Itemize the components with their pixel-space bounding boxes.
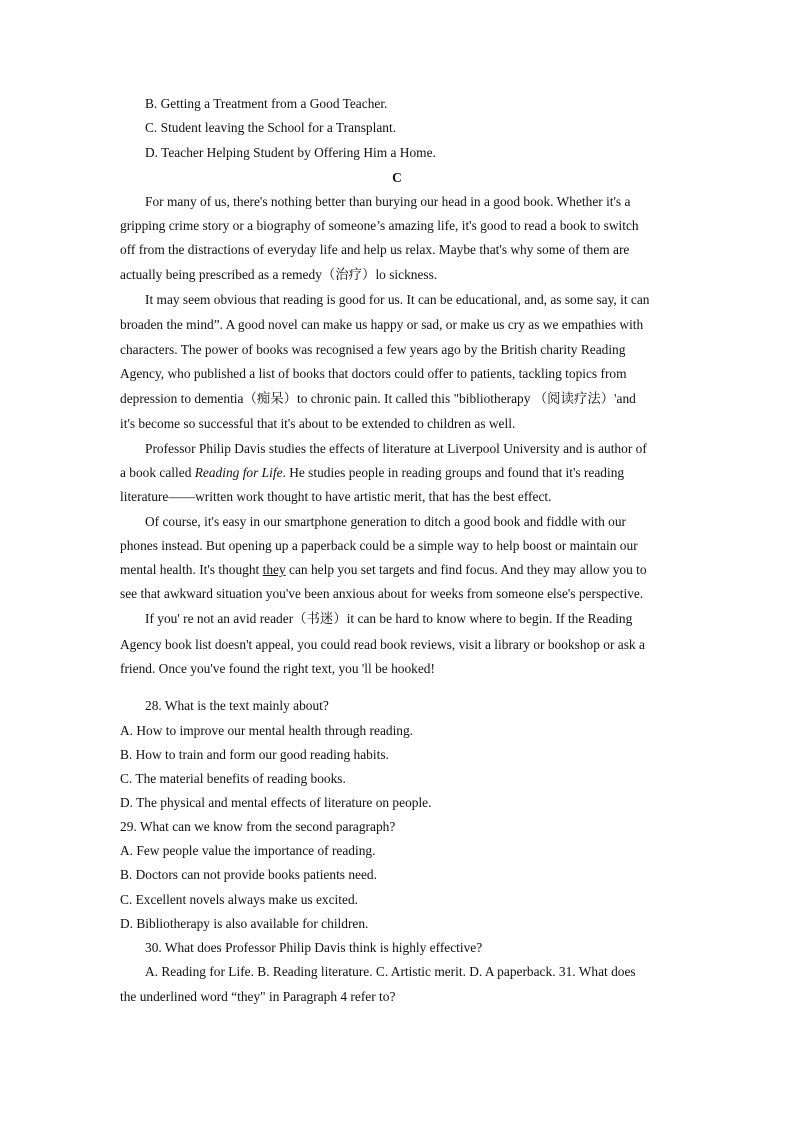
underlined-word-they: they — [262, 562, 286, 577]
question-29: 29. What can we know from the second paragraph? — [120, 819, 396, 834]
para4-line4: see that awkward situation you've been anxious about for weeks from someone else's perspective. — [120, 586, 644, 601]
para4-line3-post: can help you set targets and find focus. And they may allow you to — [285, 562, 647, 577]
para2-line5: depression to dementia（痴呆）to chronic pain. It called this "bibliotherapy （阅读疗法）'and — [120, 391, 636, 406]
para2-line4: Agency, who published a list of books that doctors could offer to patients, tackling topics from — [120, 366, 627, 381]
q29-option-d: D. Bibliotherapy is also available for children. — [120, 916, 369, 931]
para3-line3: literature——written work thought to have artistic merit, that has the best effect. — [120, 489, 552, 504]
q28-option-d: D. The physical and mental effects of literature on people. — [120, 795, 432, 810]
para3-line2-pre: a book called — [120, 465, 195, 480]
option-c-prev: C. Student leaving the School for a Transplant. — [145, 120, 397, 135]
para5-line2: Agency book list doesn't appeal, you could read book reviews, visit a library or bookshop or ask a — [120, 637, 645, 652]
q29-option-c: C. Excellent novels always make us excited. — [120, 892, 358, 907]
para2-line6: it's become so successful that it's about to be extended to children as well. — [120, 416, 516, 431]
para4-line3 — [120, 562, 680, 578]
question-28: 28. What is the text mainly about? — [145, 698, 329, 713]
para3-line2-post: . He studies people in reading groups and found that it's reading — [282, 465, 625, 480]
question-30: 30. What does Professor Philip Davis think is highly effective? — [145, 940, 483, 955]
question-31-cont: the underlined word “they" in Paragraph 4 refer to? — [120, 989, 396, 1004]
q29-option-b: B. Doctors can not provide books patients need. — [120, 867, 377, 882]
para1-line4: actually being prescribed as a remedy（治疗）lo sickness. — [120, 267, 438, 282]
option-b-prev: B. Getting a Treatment from a Good Teacher. — [145, 96, 388, 111]
q28-option-a: A. How to improve our mental health through reading. — [120, 723, 414, 738]
para1-line2: gripping crime story or a biography of someone’s amazing life, it's good to read a book to switch — [120, 218, 639, 233]
para2-line3: characters. The power of books was recognised a few years ago by the British charity Reading — [120, 342, 626, 357]
para2-line1: It may seem obvious that reading is good for us. It can be educational, and, as some say, it can — [145, 292, 650, 307]
q29-option-a: A. Few people value the importance of reading. — [120, 843, 376, 858]
para3-line2 — [120, 465, 680, 481]
para4-line1: Of course, it's easy in our smartphone generation to ditch a good book and fiddle with our — [145, 514, 627, 529]
para4-line3-pre: mental health. It's thought — [120, 562, 263, 577]
book-title: Reading for Life — [194, 465, 283, 480]
passage-heading: C — [392, 170, 402, 185]
q28-option-b: B. How to train and form our good reading habits. — [120, 747, 389, 762]
para2-line2: broaden the mind”. A good novel can make us happy or sad, or make us cry as we empathies with — [120, 317, 644, 332]
q28-option-c: C. The material benefits of reading books. — [120, 771, 346, 786]
para1-line3: off from the distractions of everyday life and help us relax. Maybe that's why some of them are — [120, 242, 630, 257]
para5-line1: If you' re not an avid reader（书迷）it can be hard to know where to begin. If the Reading — [145, 611, 633, 626]
q30-options-q31-start: A. Reading for Life. B. Reading literature. C. Artistic merit. D. A paperback. 31. What does — [145, 964, 636, 979]
para5-line3: friend. Once you've found the right text, you 'll be hooked! — [120, 661, 435, 676]
option-d-prev: D. Teacher Helping Student by Offering Him a Home. — [145, 145, 436, 160]
para4-line2: phones instead. But opening up a paperback could be a simple way to help boost or maintain our — [120, 538, 638, 553]
para3-line1: Professor Philip Davis studies the effects of literature at Liverpool University and is author of — [145, 441, 647, 456]
para1-line1: For many of us, there's nothing better than burying our head in a good book. Whether it's a — [145, 194, 631, 209]
